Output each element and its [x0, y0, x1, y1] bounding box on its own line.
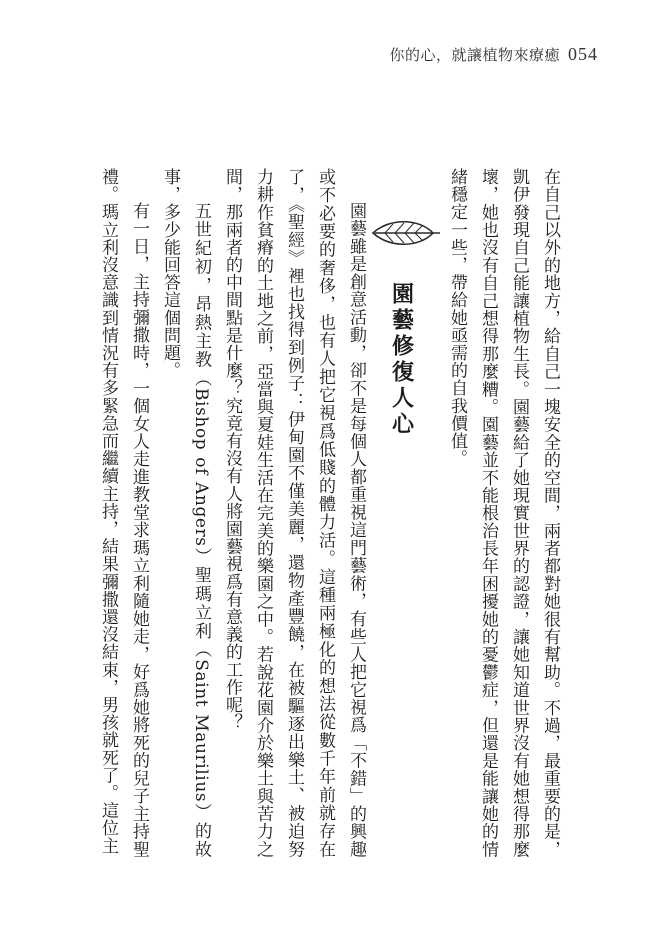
book-title: 你的心，就讓植物來療癒: [389, 46, 560, 64]
section-heading-text: 園藝修復人心: [388, 282, 415, 439]
running-header: [389, 44, 598, 65]
paragraph: 在自己以外的地方，給自己一塊安全的空間，兩者都對她很有幫助。不過，最重要的是，凱伊發現自己能讓植物生長。園藝給了她現實世界的認證，讓她知道世界沒有她想得那麼壞，她也沒有自己想得那麼糟。園藝並不能根治長年困擾她的憂鬱症，但還是能讓她的情緒穩定一些，帶給她亟需的自我價值。: [447, 168, 560, 858]
page-number: 054: [568, 44, 598, 64]
leaf-icon: [385, 198, 427, 268]
paragraph: 園藝雖是創意活動，卻不是每個人都重視這門藝術，有些人把它視爲「不錯」的興趣或不必要的奢侈，也有人把它視爲低賤的體力活。這種兩極化的想法從數千年前就存在了，《聖經》裡也找得到例子：伊甸園不僅美麗，還物產豐饒，在被驅逐出樂土、被迫努力耕作貧瘠的土地之前，亞當與夏娃生活在完美的樂園之中。若說花園介於樂土與苦力之間，那兩者的中間點是什麼？究竟有沒有人將園藝視爲有意義的工作呢？: [222, 168, 366, 858]
main-text-block: [85, 168, 565, 858]
paragraph: 有一日，主持彌撒時，一個女人走進教堂求瑪立利隨她走，好爲她將死的兒子主持聖禮。瑪立利沒意識到情況有多緊急而繼續主持，結果彌撒還沒結束，男孩就死了。這位主: [98, 168, 149, 858]
paragraph: 五世紀初，昂熱主教（Bishop of Angers）聖瑪立利（Saint Maurilius）的故事，多少能回答這個問題。: [160, 168, 211, 858]
section-heading: [385, 168, 427, 858]
